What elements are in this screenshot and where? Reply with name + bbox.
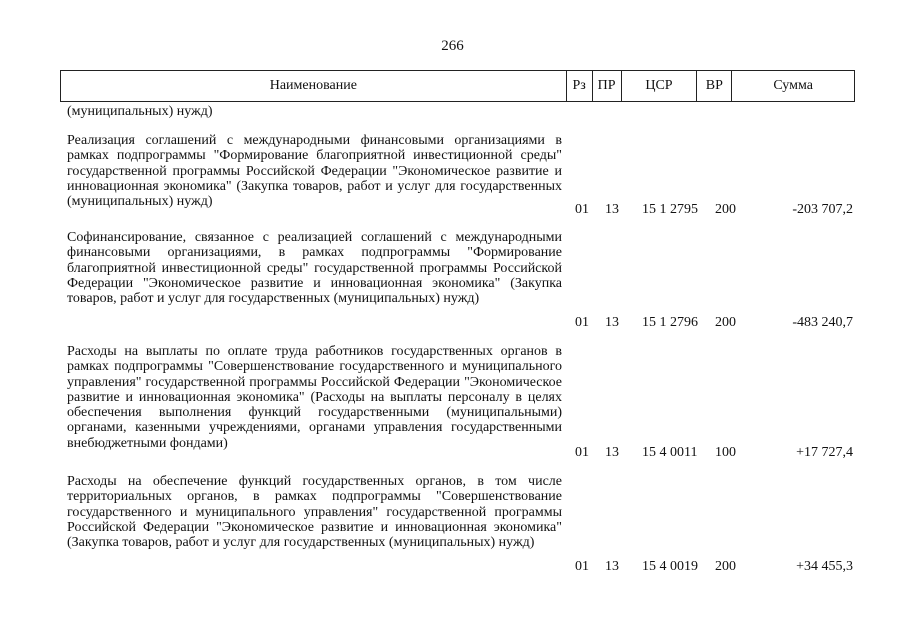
row-sum: +34 455,3 — [796, 559, 853, 574]
header-csr: ЦСР — [622, 71, 698, 101]
row-pr: 13 — [605, 202, 619, 217]
row-pr: 13 — [605, 315, 619, 330]
row-csr: 15 4 0011 — [642, 445, 698, 460]
row-sum: +17 727,4 — [796, 445, 853, 460]
header-pr: ПР — [593, 71, 622, 101]
header-name: Наименование — [61, 71, 567, 101]
row-vr: 200 — [715, 559, 736, 574]
row-vr: 200 — [715, 315, 736, 330]
table-header — [60, 70, 855, 102]
row-rz: 01 — [575, 445, 589, 460]
row-rz: 01 — [575, 202, 589, 217]
row-pr: 13 — [605, 445, 619, 460]
row-csr: 15 4 0019 — [642, 559, 698, 574]
row-sum: -483 240,7 — [792, 315, 853, 330]
row-csr: 15 1 2795 — [642, 202, 698, 217]
row-name: Софинансирование, связанное с реализацией соглашений с международными финансовыми организациями, в рамках подпрограммы "Формирование благоприятной инвестиционной среды" государственной программы Российской Федерации "Экономическое развитие и инновационная экономика" (Закупка товаров, работ и услуг для государственных (муниципальных) нужд) — [67, 230, 562, 307]
row-pr: 13 — [605, 559, 619, 574]
row-vr: 200 — [715, 202, 736, 217]
row-name: Реализация соглашений с международными финансовыми организациями в рамках подпрограммы "Формирование благоприятной инвестиционной среды" государственной программы Российской Федерации "Экономическое развитие и инновационная экономика" (Закупка товаров, работ и услуг для государственных (муниципальных) нужд) — [67, 133, 562, 210]
header-vr: ВР — [697, 71, 732, 101]
header-rz: Рз — [567, 71, 593, 101]
row-rz: 01 — [575, 315, 589, 330]
page-number: 266 — [441, 38, 464, 54]
row-csr: 15 1 2796 — [642, 315, 698, 330]
continuation-text: (муниципальных) нужд) — [67, 104, 213, 119]
row-name: Расходы на выплаты по оплате труда работников государственных органов в рамках подпрограммы "Совершенствование государственного и муниципального управления" государственной программы Российской Федерации "Экономическое развитие и инновационная экономика" (Расходы на выплаты персоналу в целях обеспечения выполнения функций государственными (муниципальными) органами, казенными учреждениями, органами управления государственными внебюджетными фондами) — [67, 344, 562, 451]
row-sum: -203 707,2 — [792, 202, 853, 217]
row-vr: 100 — [715, 445, 736, 460]
row-rz: 01 — [575, 559, 589, 574]
row-name: Расходы на обеспечение функций государственных органов, в том числе территориальных органов, в рамках подпрограммы "Совершенствование государственного и муниципального управления" государственной программы Российской Федерации "Экономическое развитие и инновационная экономика" (Закупка товаров, работ и услуг для государственных (муниципальных) нужд) — [67, 474, 562, 551]
header-sum: Сумма — [773, 78, 813, 93]
